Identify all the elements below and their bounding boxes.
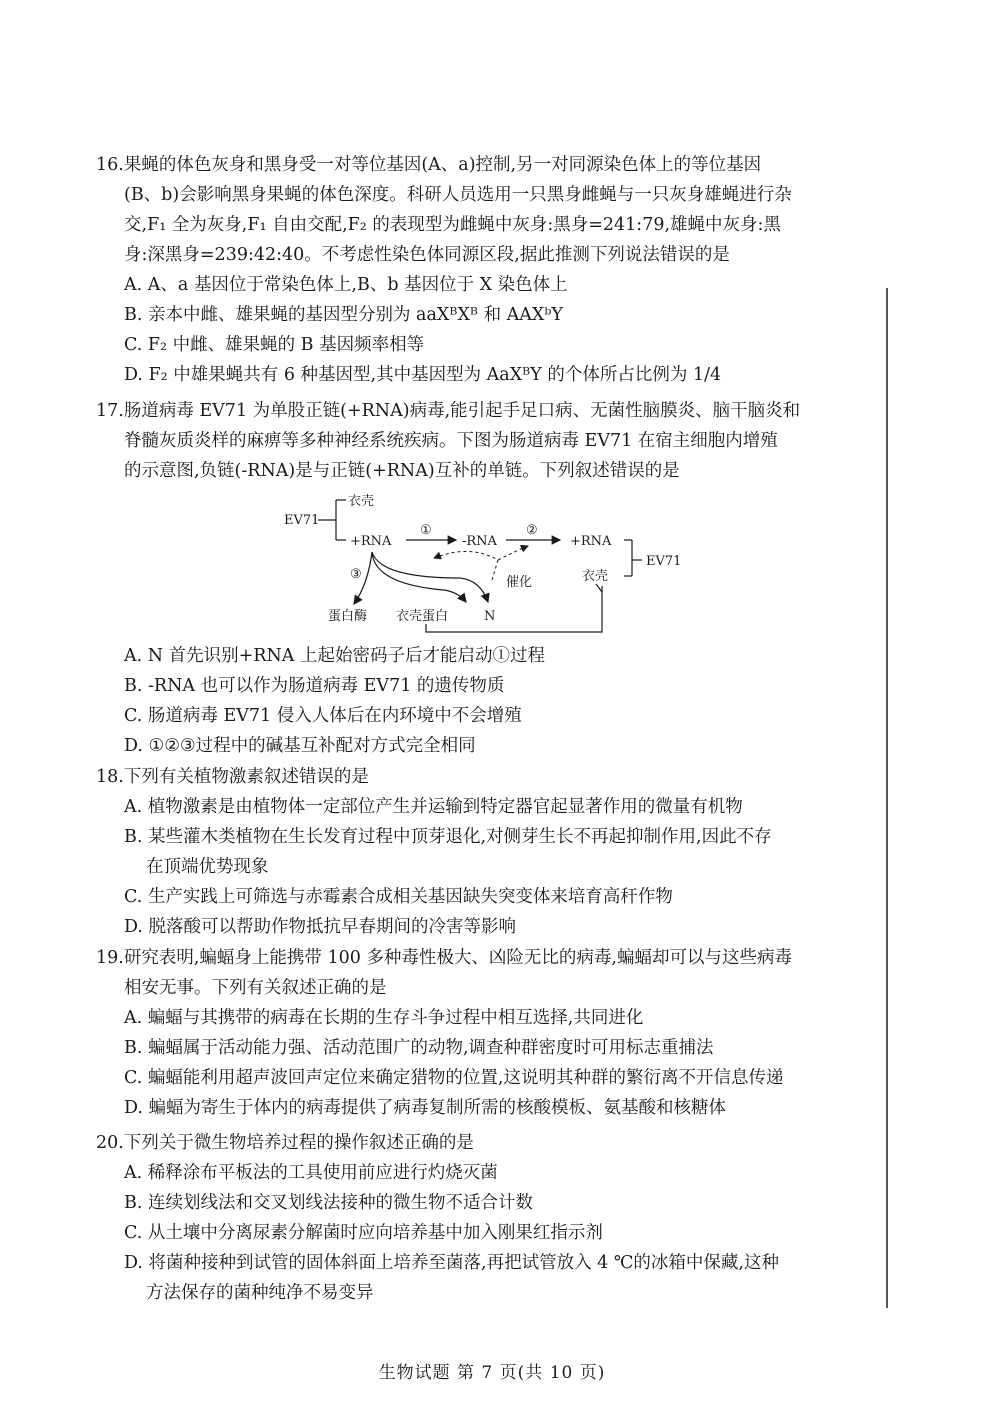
- q17-stem-line: 的示意图,负链(-RNA)是与正链(+RNA)互补的单链。下列叙述错误的是: [124, 461, 680, 481]
- q18-option-b: B. 某些灌木类植物在生长发育过程中顶芽退化,对侧芽生长不再起抑制作用,因此不存: [124, 827, 772, 847]
- q17-option-b: B. -RNA 也可以作为肠道病毒 EV71 的遗传物质: [124, 676, 505, 696]
- q16-stem-line: 身:深黑身=239:42:40。不考虑性染色体同源区段,据此推测下列说法错误的是: [124, 245, 730, 265]
- question-20: [96, 1128, 854, 1308]
- page-footer: 生物试题 第 7 页(共 10 页): [378, 1363, 606, 1383]
- q20-option-c: C. 从土壤中分离尿素分解菌时应向培养基中加入刚果红指示剂: [124, 1223, 603, 1243]
- minus-rna-label: -RNA: [462, 534, 497, 549]
- q18-option-c: C. 生产实践上可筛选与赤霉素合成相关基因缺失突变体来培育高秆作物: [124, 887, 673, 907]
- q18-option-d: D. 脱落酸可以帮助作物抵抗早春期间的冷害等影响: [124, 917, 517, 937]
- q16-option-d: D. F₂ 中雄果蝇共有 6 种基因型,其中基因型为 AaXᴮY 的个体所占比例为 1/4: [124, 365, 722, 385]
- q19-option-c: C. 蝙蝠能利用超声波回声定位来确定猎物的位置,这说明其种群的繁衍离不开信息传递: [124, 1068, 784, 1088]
- n-label: N: [484, 609, 496, 624]
- q16-stem-line: 16.果蝇的体色灰身和黑身受一对等位基因(A、a)控制,另一对同源染色体上的等位基因: [96, 155, 762, 175]
- q17-option-d: D. ①②③过程中的碱基互补配对方式完全相同: [124, 736, 476, 756]
- ev71-diagram-svg: [270, 488, 710, 640]
- question-19: [96, 943, 854, 1123]
- ev71-left-label: EV71: [284, 513, 320, 528]
- capsid-protein-label: 衣壳蛋白: [396, 609, 449, 624]
- q19-option-d: D. 蝙蝠为寄生于体内的病毒提供了病毒复制所需的核酸模板、氨基酸和核糖体: [124, 1098, 727, 1118]
- q18-option-a: A. 植物激素是由植物体一定部位产生并运输到特定器官起显著作用的微量有机物: [124, 797, 743, 817]
- question-18: [96, 762, 854, 942]
- question-17-options: [124, 641, 854, 761]
- q20-option-d-cont: 方法保存的菌种纯净不易变异: [146, 1283, 374, 1303]
- q19-stem-line: 相安无事。下列有关叙述正确的是: [124, 978, 387, 998]
- q16-option-a: A. A、a 基因位于常染色体上,B、b 基因位于 X 染色体上: [124, 275, 568, 295]
- q17-stem-line: 17.肠道病毒 EV71 为单股正链(+RNA)病毒,能引起手足口病、无菌性脑膜炎、脑干脑炎和: [96, 401, 801, 421]
- step-1-label: ①: [420, 523, 432, 538]
- question-17: [96, 396, 854, 486]
- q20-option-b: B. 连续划线法和交叉划线法接种的微生物不适合计数: [124, 1193, 533, 1213]
- plus-rna-left-label: +RNA: [350, 534, 392, 549]
- q18-option-b-cont: 在顶端优势现象: [146, 857, 269, 877]
- catalyze-label: 催化: [506, 575, 533, 590]
- q16-option-b: B. 亲本中雌、雄果蝇的基因型分别为 aaXᴮXᴮ 和 AAXᵇY: [124, 305, 563, 325]
- q17-stem-line: 脊髓灰质炎样的麻痹等多种神经系统疾病。下图为肠道病毒 EV71 在宿主细胞内增殖: [124, 431, 778, 451]
- question-16: [96, 150, 854, 390]
- q17-option-c: C. 肠道病毒 EV71 侵入人体后在内环境中不会增殖: [124, 706, 522, 726]
- margin-line: [886, 288, 888, 1308]
- q16-stem-line: 交,F₁ 全为灰身,F₁ 自由交配,F₂ 的表现型为雌蝇中灰身:黑身=241:79,雄蝇中灰身:黑: [124, 215, 781, 235]
- q20-option-d: D. 将菌种接种到试管的固体斜面上培养至菌落,再把试管放入 4 ℃的冰箱中保藏,这种: [124, 1253, 779, 1273]
- q18-stem: 18.下列有关植物激素叙述错误的是: [96, 767, 369, 787]
- q16-option-c: C. F₂ 中雌、雄果蝇的 B 基因频率相等: [124, 335, 425, 355]
- protease-label: 蛋白酶: [328, 609, 368, 624]
- q19-option-a: A. 蝙蝠与其携带的病毒在长期的生存斗争过程中相互选择,共同进化: [124, 1008, 644, 1028]
- q17-option-a: A. N 首先识别+RNA 上起始密码子后才能启动①过程: [124, 646, 545, 666]
- q20-stem: 20.下列关于微生物培养过程的操作叙述正确的是: [96, 1133, 474, 1153]
- q19-stem-line: 19.研究表明,蝙蝠身上能携带 100 多种毒性极大、凶险无比的病毒,蝙蝠却可以与这些病毒: [96, 948, 792, 968]
- step-2-label: ②: [526, 523, 538, 538]
- capsid-top-label: 衣壳: [348, 494, 375, 509]
- step-3-label: ③: [350, 567, 362, 582]
- q16-stem-line: (B、b)会影响黑身果蝇的体色深度。科研人员选用一只黑身雌蝇与一只灰身雄蝇进行杂: [124, 185, 792, 205]
- ev71-right-label: EV71: [646, 554, 682, 569]
- ev71-diagram: [270, 488, 710, 640]
- q20-option-a: A. 稀释涂布平板法的工具使用前应进行灼烧灭菌: [124, 1163, 498, 1183]
- q19-option-b: B. 蝙蝠属于活动能力强、活动范围广的动物,调查种群密度时可用标志重捕法: [124, 1038, 714, 1058]
- plus-rna-right-label: +RNA: [570, 534, 612, 549]
- capsid-right-label: 衣壳: [582, 569, 609, 584]
